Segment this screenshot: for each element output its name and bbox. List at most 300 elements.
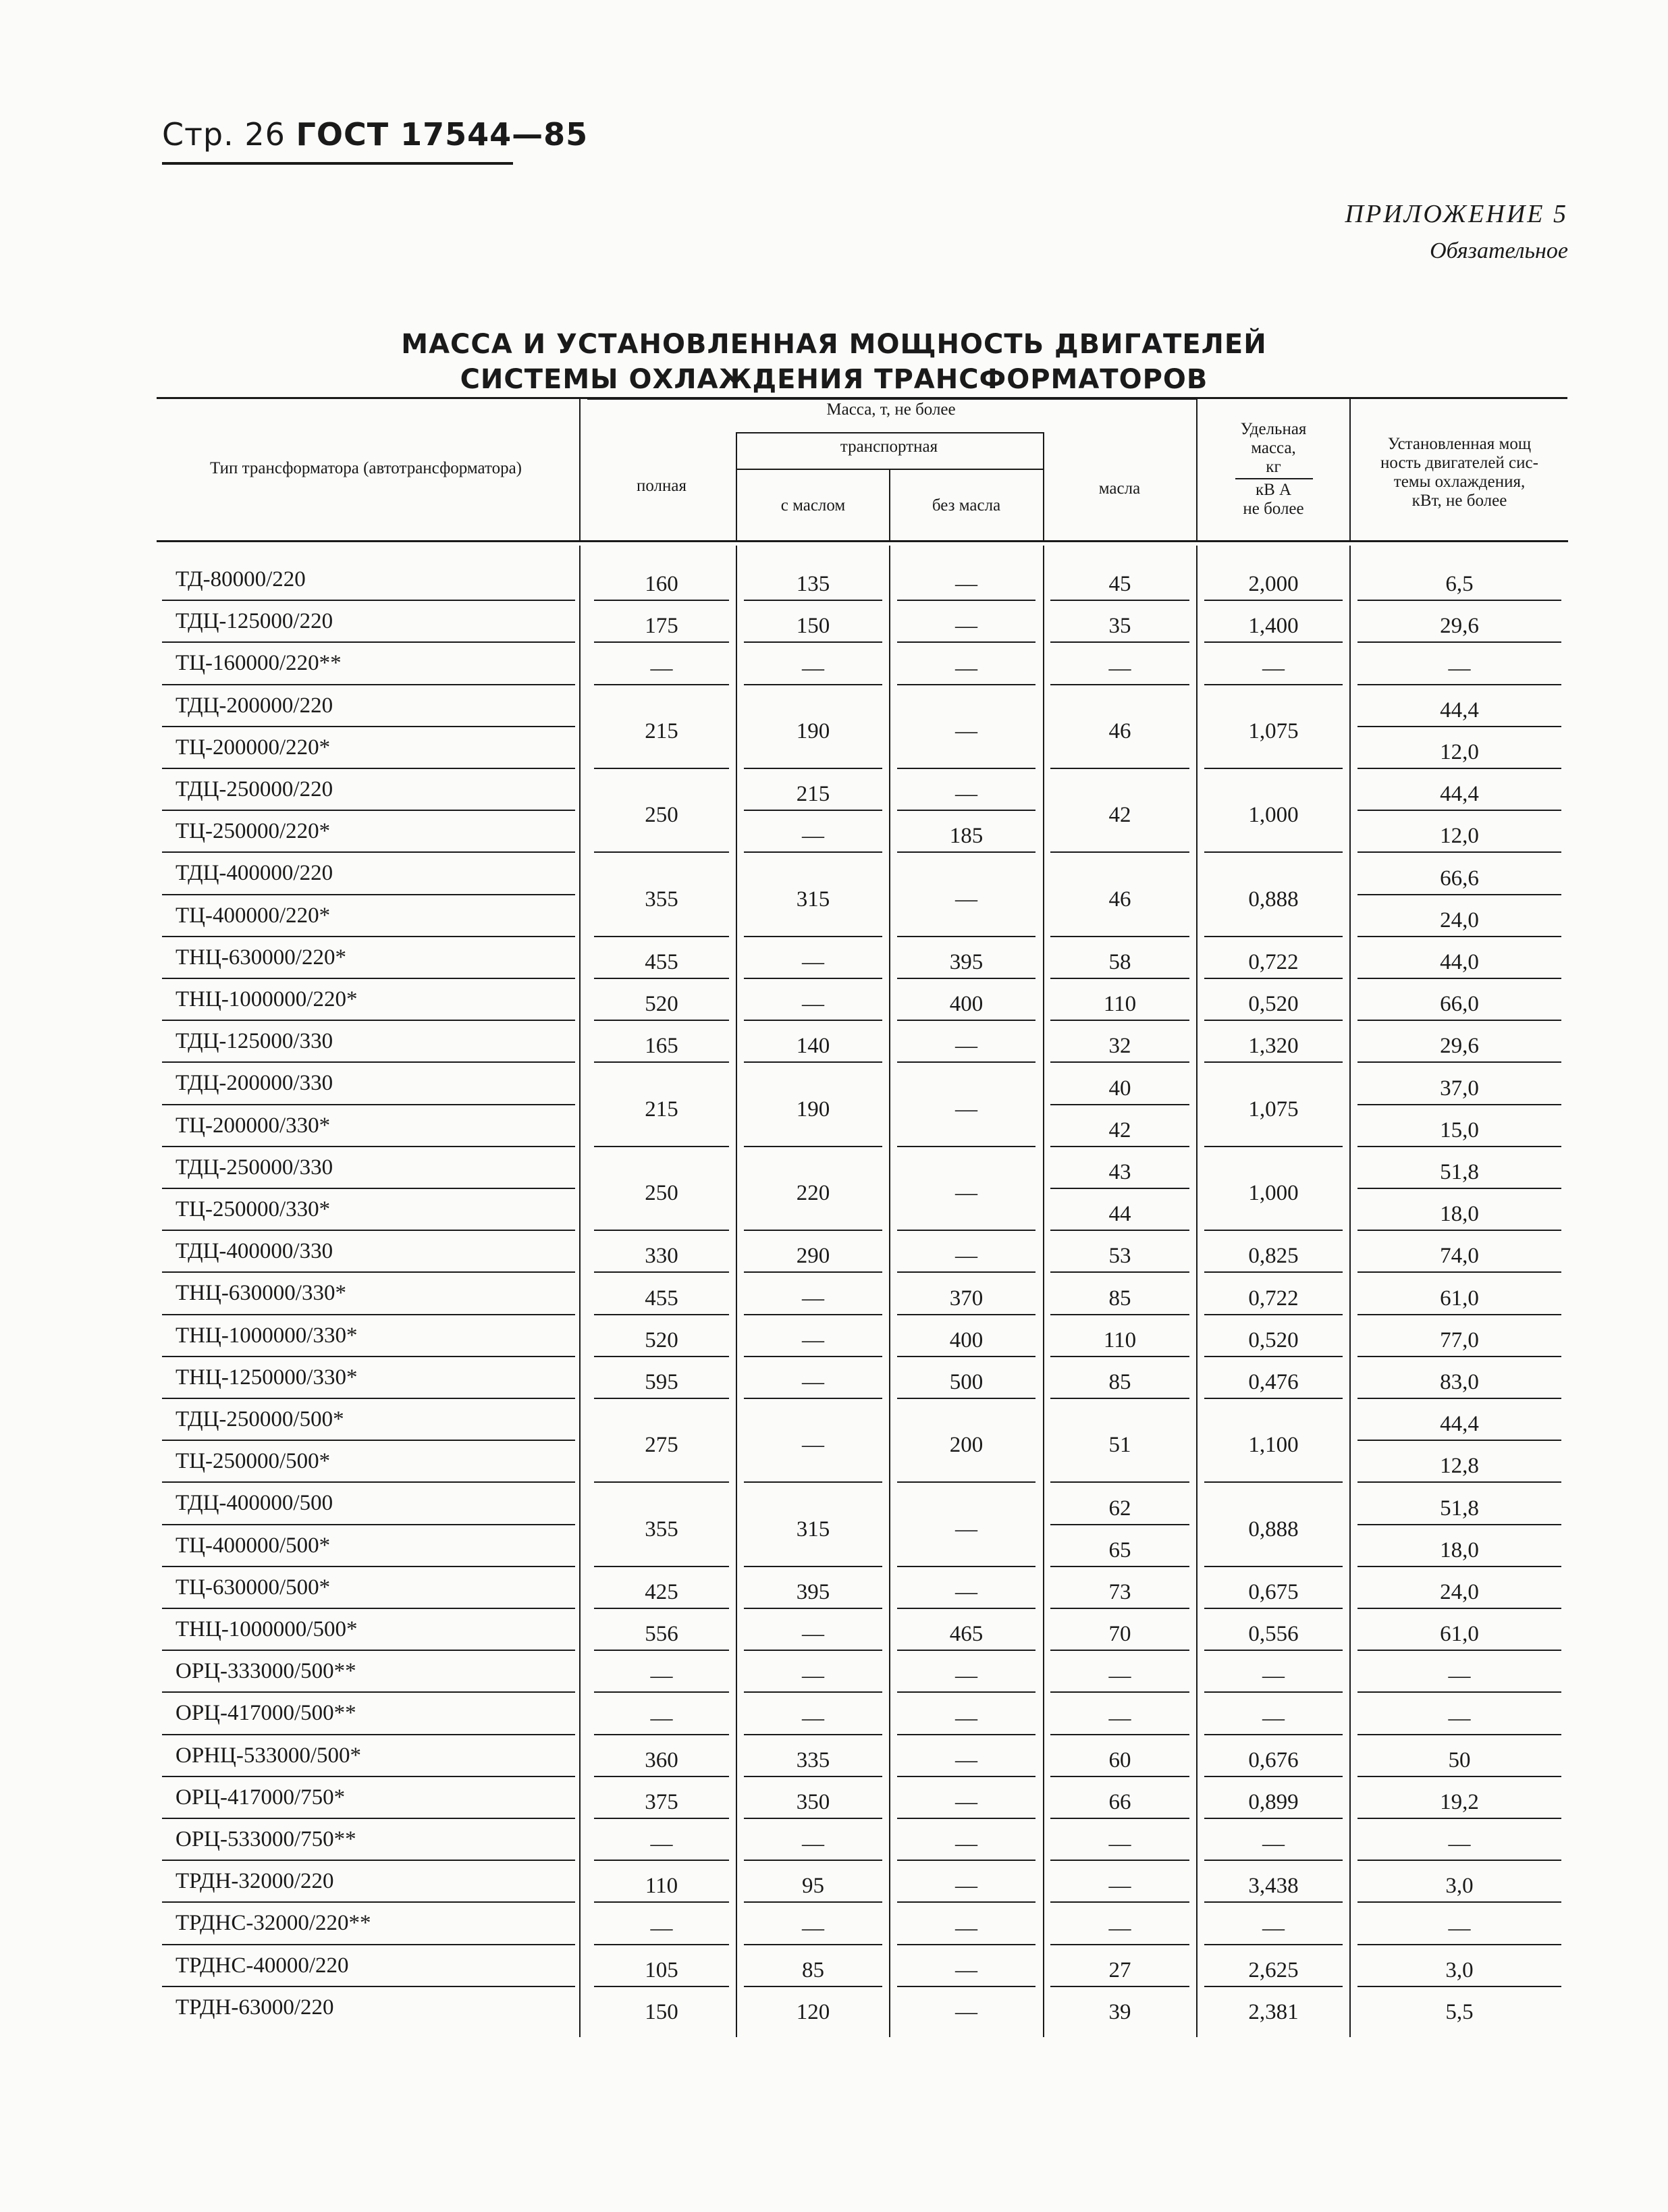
row-rule — [162, 726, 575, 727]
power-cell: 3,0 — [1445, 1957, 1474, 1982]
power-cell: 24,0 — [1440, 907, 1479, 932]
cell-rule — [1204, 1398, 1343, 1399]
cell-rule — [1357, 810, 1561, 811]
type-cell: ТДЦ-400000/220 — [176, 861, 333, 886]
type-cell: ОРЦ-533000/750** — [176, 1827, 356, 1851]
oil-cell: 65 — [1108, 1537, 1131, 1562]
without-oil-cell: — — [955, 887, 977, 912]
cell-rule — [1204, 1650, 1343, 1651]
full-cell: 250 — [645, 803, 678, 828]
specific-cell: 2,000 — [1248, 572, 1299, 597]
row-rule — [162, 1524, 575, 1525]
column-divider — [579, 546, 581, 2037]
cell-rule — [594, 1818, 729, 1819]
power-cell: — — [1448, 1832, 1471, 1857]
full-cell: 110 — [645, 1874, 678, 1899]
appendix-status: Обязательное — [1430, 238, 1568, 263]
cell-rule — [744, 936, 882, 937]
cell-rule — [744, 1608, 882, 1609]
cell-rule — [1050, 1398, 1189, 1399]
type-cell: ТДЦ-400000/500 — [176, 1491, 333, 1516]
cell-rule — [897, 978, 1035, 979]
cell-rule — [1050, 1020, 1189, 1021]
type-cell: ТЦ-400000/220* — [176, 903, 331, 928]
cell-rule — [1050, 1356, 1189, 1357]
power-cell: 15,0 — [1440, 1117, 1479, 1142]
cell-rule — [1050, 1314, 1189, 1315]
specific-cell: 1,075 — [1248, 1097, 1299, 1122]
cell-rule — [1357, 1188, 1561, 1189]
cell-rule — [897, 1650, 1035, 1651]
cell-rule — [1050, 1230, 1189, 1231]
cell-rule — [1050, 1146, 1189, 1147]
cell-rule — [1204, 1734, 1343, 1735]
cell-rule — [594, 1356, 729, 1357]
cell-rule — [1357, 1524, 1561, 1525]
cell-rule — [1204, 600, 1343, 601]
row-rule — [162, 1440, 575, 1441]
full-cell: 520 — [645, 992, 678, 1017]
oil-cell: 110 — [1103, 1327, 1137, 1352]
title-line-2: СИСТЕМЫ ОХЛАЖДЕНИЯ ТРАНСФОРМАТОРОВ — [460, 364, 1208, 395]
power-cell: 61,0 — [1440, 1622, 1479, 1647]
cell-rule — [594, 1691, 729, 1693]
cell-rule — [1050, 1566, 1189, 1567]
oil-cell: — — [1108, 1916, 1131, 1941]
cell-rule — [1050, 1776, 1189, 1777]
cell-rule — [1357, 1734, 1561, 1735]
header-with-oil: с маслом — [780, 496, 846, 515]
row-rule — [162, 1146, 575, 1147]
cell-rule — [1050, 768, 1189, 769]
full-cell: — — [650, 1916, 673, 1941]
without-oil-cell: — — [955, 1789, 977, 1814]
power-cell: — — [1448, 1664, 1471, 1689]
cell-rule — [1204, 1691, 1343, 1693]
specific-cell: 1,000 — [1248, 803, 1299, 828]
cell-rule — [897, 1356, 1035, 1357]
row-rule — [162, 768, 575, 769]
header-specific-l4: не более — [1243, 500, 1304, 518]
cell-rule — [744, 641, 882, 643]
without-oil-cell: — — [955, 782, 977, 807]
cell-rule — [1050, 1650, 1189, 1651]
cell-rule — [1357, 1818, 1561, 1819]
cell-rule — [744, 1061, 882, 1063]
row-rule — [162, 1691, 575, 1693]
oil-cell: 42 — [1108, 1117, 1131, 1142]
with-oil-cell: — — [802, 1369, 824, 1394]
cell-rule — [744, 768, 882, 769]
cell-rule — [1357, 1608, 1561, 1609]
full-cell: — — [650, 1706, 673, 1731]
cell-rule — [1050, 1271, 1189, 1273]
power-cell: 6,5 — [1445, 572, 1474, 597]
power-cell: 12,8 — [1440, 1454, 1479, 1479]
without-oil-cell: — — [955, 1916, 977, 1941]
cell-rule — [1050, 600, 1189, 601]
cell-rule — [594, 1734, 729, 1735]
cell-rule — [1357, 1986, 1561, 1987]
full-cell: — — [650, 1832, 673, 1857]
oil-cell: 51 — [1108, 1433, 1131, 1458]
cell-rule — [897, 1398, 1035, 1399]
cell-rule — [594, 1481, 729, 1483]
oil-cell: 35 — [1108, 614, 1131, 639]
cell-rule — [1204, 1481, 1343, 1483]
row-rule — [162, 1566, 575, 1567]
cell-rule — [594, 1020, 729, 1021]
header-power-l3: темы охлаждения, — [1393, 473, 1526, 491]
specific-cell: 2,625 — [1248, 1957, 1299, 1982]
without-oil-cell: — — [955, 656, 977, 681]
type-cell: ТЦ-250000/330* — [176, 1197, 331, 1221]
cell-rule — [594, 1271, 729, 1273]
cell-rule — [897, 1314, 1035, 1315]
power-cell: 74,0 — [1440, 1244, 1479, 1269]
cell-rule — [1050, 1818, 1189, 1819]
full-cell: 150 — [645, 1999, 678, 2024]
specific-cell: — — [1262, 656, 1285, 681]
cell-rule — [744, 1734, 882, 1735]
full-cell: 520 — [645, 1327, 678, 1352]
cell-rule — [744, 1944, 882, 1945]
oil-cell: — — [1108, 1832, 1131, 1857]
with-oil-cell: — — [802, 949, 824, 974]
cell-rule — [1204, 1860, 1343, 1861]
cell-rule — [1050, 641, 1189, 643]
cell-rule — [744, 684, 882, 685]
cell-rule — [1357, 1314, 1561, 1315]
full-cell: 360 — [645, 1747, 678, 1772]
oil-cell: 43 — [1108, 1159, 1131, 1184]
specific-cell: 0,556 — [1248, 1622, 1299, 1647]
cell-rule — [1204, 1020, 1343, 1021]
cell-rule — [1357, 1650, 1561, 1651]
without-oil-cell: 500 — [949, 1369, 984, 1394]
cell-rule — [897, 1818, 1035, 1819]
oil-cell: 85 — [1108, 1286, 1131, 1311]
specific-cell: 0,676 — [1248, 1747, 1299, 1772]
cell-rule — [594, 851, 729, 853]
row-rule — [162, 1104, 575, 1105]
type-cell: ТДЦ-250000/330 — [176, 1155, 333, 1180]
cell-rule — [1204, 684, 1343, 685]
full-cell: 165 — [645, 1034, 678, 1059]
cell-rule — [1357, 1944, 1561, 1945]
power-cell: 83,0 — [1440, 1369, 1479, 1394]
without-oil-cell: 400 — [949, 992, 984, 1017]
cell-rule — [1204, 1230, 1343, 1231]
cell-rule — [1050, 1188, 1189, 1189]
cell-rule — [1357, 1020, 1561, 1021]
cell-rule — [744, 1818, 882, 1819]
cell-rule — [744, 1271, 882, 1273]
cell-rule — [594, 936, 729, 937]
type-cell: ОРЦ-417000/750* — [176, 1785, 346, 1810]
specific-cell: 0,825 — [1248, 1244, 1299, 1269]
type-cell: ТЦ-400000/500* — [176, 1533, 331, 1558]
type-cell: ТЦ-250000/220* — [176, 819, 331, 844]
full-cell: 375 — [645, 1789, 678, 1814]
cell-rule — [897, 1061, 1035, 1063]
cell-rule — [897, 1020, 1035, 1021]
type-cell: ТНЦ-1000000/330* — [176, 1323, 358, 1348]
header-bottom-rule — [157, 540, 1568, 542]
cell-rule — [1357, 1271, 1561, 1273]
type-cell: ТДЦ-125000/330 — [176, 1029, 333, 1054]
power-cell: 5,5 — [1445, 1999, 1474, 2024]
cell-rule — [1204, 1566, 1343, 1567]
cell-rule — [594, 1061, 729, 1063]
cell-rule — [897, 641, 1035, 643]
row-rule — [162, 851, 575, 853]
oil-cell: 66 — [1108, 1789, 1131, 1814]
power-cell: 18,0 — [1440, 1202, 1479, 1227]
oil-cell: 53 — [1108, 1244, 1131, 1269]
without-oil-cell: 395 — [949, 949, 984, 974]
cell-rule — [594, 1608, 729, 1609]
cell-rule — [1050, 1608, 1189, 1609]
cell-rule — [1204, 1608, 1343, 1609]
row-rule — [162, 1650, 575, 1651]
type-cell: ОРЦ-417000/500** — [176, 1701, 356, 1726]
cell-rule — [1050, 1481, 1189, 1483]
header-oil: масла — [1098, 479, 1141, 498]
without-oil-cell: — — [955, 1706, 977, 1731]
row-rule — [162, 810, 575, 811]
with-oil-cell: 290 — [796, 1244, 830, 1269]
cell-rule — [1204, 1901, 1343, 1903]
oil-cell: — — [1108, 1706, 1131, 1731]
with-oil-cell: — — [802, 1664, 824, 1689]
with-oil-cell: 150 — [796, 614, 830, 639]
full-cell: 425 — [645, 1579, 678, 1604]
with-oil-cell: 190 — [796, 1097, 830, 1122]
without-oil-cell: — — [955, 1579, 977, 1604]
cell-rule — [594, 1314, 729, 1315]
row-rule — [162, 1776, 575, 1777]
header-transport-top-rule — [737, 432, 1043, 433]
type-cell: ТРДНС-40000/220 — [176, 1953, 349, 1978]
cell-rule — [1204, 1271, 1343, 1273]
cell-rule — [1357, 894, 1561, 895]
row-rule — [162, 1230, 575, 1231]
cell-rule — [897, 851, 1035, 853]
with-oil-cell: — — [802, 1622, 824, 1647]
oil-cell: 62 — [1108, 1496, 1131, 1521]
specific-cell: 1,400 — [1248, 614, 1299, 639]
with-oil-cell: — — [802, 1832, 824, 1857]
power-cell: 44,4 — [1440, 1412, 1479, 1437]
page-number: Стр. 26 — [162, 116, 286, 153]
oil-cell: 58 — [1108, 949, 1131, 974]
type-cell: ТДЦ-250000/500* — [176, 1407, 344, 1431]
cell-rule — [897, 936, 1035, 937]
cell-rule — [897, 684, 1035, 685]
power-cell: 61,0 — [1440, 1286, 1479, 1311]
cell-rule — [1204, 978, 1343, 979]
specific-cell: — — [1262, 1664, 1285, 1689]
with-oil-cell: 315 — [796, 1517, 830, 1542]
specific-cell: 3,438 — [1248, 1874, 1299, 1899]
oil-cell: 70 — [1108, 1622, 1131, 1647]
row-rule — [162, 1398, 575, 1399]
cell-rule — [594, 1944, 729, 1945]
cell-rule — [1050, 1734, 1189, 1735]
page-header — [162, 116, 588, 153]
fraction-bar — [1235, 478, 1313, 479]
cell-rule — [594, 600, 729, 601]
without-oil-cell: 465 — [949, 1622, 984, 1647]
specific-cell: 0,675 — [1248, 1579, 1299, 1604]
cell-rule — [744, 810, 882, 811]
oil-cell: 60 — [1108, 1747, 1131, 1772]
specific-cell: 0,722 — [1248, 1286, 1299, 1311]
with-oil-cell: — — [802, 824, 824, 849]
cell-rule — [1204, 1818, 1343, 1819]
row-rule — [162, 1734, 575, 1735]
type-cell: ТЦ-160000/220** — [176, 651, 342, 676]
header-power-l2: ность двигателей сис- — [1380, 454, 1538, 472]
cell-rule — [744, 1230, 882, 1231]
power-cell: 50 — [1448, 1747, 1471, 1772]
cell-rule — [1050, 1691, 1189, 1693]
header-full: полная — [637, 477, 687, 495]
row-rule — [162, 1188, 575, 1189]
without-oil-cell: 185 — [949, 824, 984, 849]
cell-rule — [897, 1146, 1035, 1147]
oil-cell: 39 — [1108, 1999, 1131, 2024]
cell-rule — [1357, 1901, 1561, 1903]
power-cell: 66,0 — [1440, 992, 1479, 1017]
specific-cell: — — [1262, 1916, 1285, 1941]
power-cell: 24,0 — [1440, 1579, 1479, 1604]
type-cell: ТД-80000/220 — [176, 567, 306, 591]
full-cell: 556 — [645, 1622, 678, 1647]
header-mass-top-rule — [587, 398, 1196, 400]
power-cell: 51,8 — [1440, 1496, 1479, 1521]
specific-cell: — — [1262, 1832, 1285, 1857]
row-rule — [162, 1986, 575, 1987]
without-oil-cell: — — [955, 718, 977, 743]
with-oil-cell: — — [802, 1706, 824, 1731]
without-oil-cell: — — [955, 1097, 977, 1122]
cell-rule — [594, 1230, 729, 1231]
cell-rule — [1050, 1944, 1189, 1945]
with-oil-cell: 120 — [796, 1999, 830, 2024]
header-column-divider — [1196, 398, 1198, 540]
title-line-1: МАССА И УСТАНОВЛЕННАЯ МОЩНОСТЬ ДВИГАТЕЛЕЙ — [401, 329, 1267, 360]
type-cell: ТДЦ-200000/330 — [176, 1071, 333, 1096]
without-oil-cell: — — [955, 1957, 977, 1982]
full-cell: — — [650, 1664, 673, 1689]
cell-rule — [1357, 936, 1561, 937]
cell-rule — [1357, 1104, 1561, 1105]
type-cell: ТНЦ-1000000/500* — [176, 1617, 358, 1641]
power-cell: — — [1448, 1916, 1471, 1941]
power-cell: 29,6 — [1440, 1034, 1479, 1059]
header-specific-den: кВ А — [1255, 481, 1292, 499]
cell-rule — [1357, 600, 1561, 601]
power-cell: 29,6 — [1440, 614, 1479, 639]
without-oil-cell: — — [955, 1664, 977, 1689]
header-column-divider — [579, 398, 581, 540]
oil-cell: 44 — [1108, 1202, 1131, 1227]
power-cell: 44,4 — [1440, 782, 1479, 807]
with-oil-cell: 315 — [796, 887, 830, 912]
specific-cell: — — [1262, 1706, 1285, 1731]
cell-rule — [1050, 936, 1189, 937]
full-cell: 250 — [645, 1181, 678, 1205]
oil-cell: 42 — [1108, 803, 1131, 828]
oil-cell: 85 — [1108, 1369, 1131, 1394]
cell-rule — [594, 768, 729, 769]
power-cell: — — [1448, 1706, 1471, 1731]
cell-rule — [594, 978, 729, 979]
cell-rule — [1050, 1524, 1189, 1525]
power-cell: 3,0 — [1445, 1874, 1474, 1899]
cell-rule — [1204, 1146, 1343, 1147]
row-rule — [162, 1271, 575, 1273]
cell-rule — [1357, 851, 1561, 853]
header-power-l1: Установленная мощ — [1387, 435, 1532, 453]
cell-rule — [897, 1860, 1035, 1861]
cell-rule — [1357, 726, 1561, 727]
power-cell: — — [1448, 656, 1471, 681]
oil-cell: 73 — [1108, 1579, 1131, 1604]
row-rule — [162, 600, 575, 601]
specific-cell: 0,722 — [1248, 949, 1299, 974]
full-cell: 355 — [645, 887, 678, 912]
row-rule — [162, 1818, 575, 1819]
cell-rule — [1357, 1356, 1561, 1357]
specific-cell: 0,888 — [1248, 1517, 1299, 1542]
header-power-l4: кВт, не более — [1411, 492, 1507, 510]
header-type: Тип трансформатора (автотрансформатора) — [209, 459, 522, 477]
cell-rule — [897, 600, 1035, 601]
header-transport-group: транспортная — [840, 438, 938, 456]
oil-cell: 110 — [1103, 992, 1137, 1017]
cell-rule — [744, 1314, 882, 1315]
oil-cell: 32 — [1108, 1034, 1131, 1059]
without-oil-cell: — — [955, 1874, 977, 1899]
cell-rule — [744, 1356, 882, 1357]
power-cell: 19,2 — [1440, 1789, 1479, 1814]
specific-cell: 1,000 — [1248, 1181, 1299, 1205]
oil-cell: — — [1108, 1664, 1131, 1689]
with-oil-cell: — — [802, 1916, 824, 1941]
full-cell: 595 — [645, 1369, 678, 1394]
full-cell: 105 — [645, 1957, 678, 1982]
full-cell: — — [650, 656, 673, 681]
without-oil-cell: — — [955, 1832, 977, 1857]
cell-rule — [1204, 936, 1343, 937]
without-oil-cell: — — [955, 1181, 977, 1205]
with-oil-cell: 395 — [796, 1579, 830, 1604]
row-rule — [162, 641, 575, 643]
row-rule — [162, 936, 575, 937]
without-oil-cell: — — [955, 572, 977, 597]
cell-rule — [897, 1481, 1035, 1483]
cell-rule — [1357, 1061, 1561, 1063]
without-oil-cell: — — [955, 1517, 977, 1542]
with-oil-cell: — — [802, 1327, 824, 1352]
with-oil-cell: — — [802, 992, 824, 1017]
with-oil-cell: 95 — [802, 1874, 824, 1899]
with-oil-cell: 140 — [796, 1034, 830, 1059]
cell-rule — [1357, 1481, 1561, 1483]
